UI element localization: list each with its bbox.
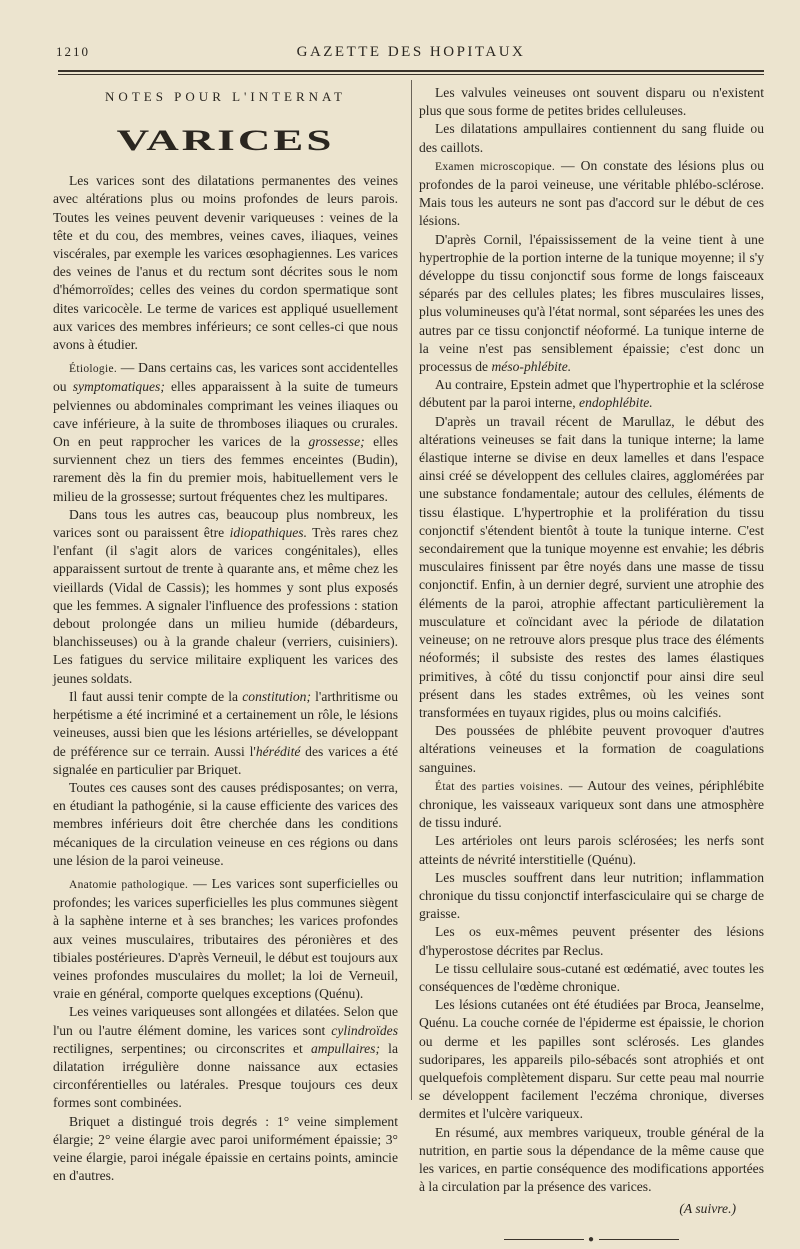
emphasis: ampullaires; [311,1040,380,1056]
left-column [53,84,398,1185]
muscles-paragraph: Les muscles souffrent dans leur nutrition; inflammation chronique du tissu conjonctif interfasciculaire qui se charge de graisse. [419,869,764,922]
page-number: 1210 [56,44,90,59]
text-run: elles apparaissent à la suite de tumeurs pelviennes ou abdominales comprimant les veines iliaques ou cave inférieure, à la suite de thromboses iliaques ou crurales. On en peut rapprocher les varices de la [53,379,399,450]
text-run: des varices a été signalée en particulier par Briquet. [53,743,398,777]
emphasis: méso-phlébite. [491,359,572,375]
text-run: Les veines variqueuses sont allongées et dilatées. Selon que l'un ou l'autre élément domine, les varices sont [53,1004,398,1038]
text-run: la dilatation irrégulière donne naissance aux ectasies circonférentielles ou latérales. Presque toujours ces deux formes sont combinées. [53,1040,398,1111]
ornament-line [599,1239,679,1240]
anatomie-heading: Anatomie pathologique. [69,878,189,891]
emphasis: constitution; [242,688,311,704]
text-run: Très rares chez l'enfant (il s'agit alors de varices congénitales), elles apparaissent surtout de trente à quarante ans, et même chez les vieillards (Vidal de Cassis); les hommes y sont plus exposés que les femmes. A signaler l'influence des professions : station debout prolongée dans un milieu humide (débardeurs, blanchisseuses) ou à la grande chaleur (verriers, cuisiniers). Les fatigues du service militaire expliquent les varices des jeunes soldats. [53,525,398,686]
end-ornament: ● [419,1231,764,1249]
right-column [419,84,764,1249]
text-run: l'arthritisme ou herpétisme a été incriminé et a certainement un rôle, le lésions veineuses, aussi bien que les lésions artérielles, se développant de préférence sur ce terrain. Aussi l' [53,688,398,759]
emphasis: cylindroïdes [331,1022,398,1038]
text-run: — Autour des veines, périphlébite chronique, les vaisseaux variqueux sont dans une atmosphère de tissu induré. [419,777,764,831]
section-title: NOTES POUR L'INTERNAT [105,89,346,104]
os-paragraph: Les os eux-mêmes peuvent présenter des lésions d'hyperostose décrites par Reclus. [419,924,764,958]
arterioles-paragraph: Les artérioles ont leurs parois sclérosées; les nerfs sont atteints de névrité interstitielle (Quénu). [419,833,764,867]
page-header [56,44,766,64]
marullaz-paragraph: D'après un travail récent de Marullaz, le début des altérations veineuses se fait dans la tunique interne; la lame élastique interne se divise en deux lamelles et dans l'espace ainsi créé se développent des cellules claires, agglomérées par une substance fondamentale; autour des cellules, éléments de tissu élastique. L'hypertrophie et la prolifération du tissu conjonctif s'étendent bientôt à toute la tunique interne. C'est secondairement que la tunique moyenne est envahie; les débris musculaires finissent par être noyés dans une masse de tissu conjonctif. Enfin, à un dernier degré, survient une atrophie des éléments de la paroi, atrophie affectant particulièrement la musculature et coïncidant avec la période de dilatation veineuse; on ne retrouve alors presque plus trace des éléments néoformés; il subsiste des restes des lames élastiques primitives, à côté du tissu conjonctif pour ainsi dire seul présent dans les stades extrêmes, où les veines sont transformées en tuyaux rigides, plus ou moins calcifiés. [419,413,764,720]
text-run: Dans tous les autres cas, beaucoup plus nombreux, les varices sont ou paraissent être [53,506,398,541]
text-run: — Les varices sont superficielles ou profondes; les varices superficielles les plus communes siègent à la saphène interne et à ses branches; les varices profondes aux veines musculaires, tributaires des péronières et des tibiales postérieures. D'après Verneuil, le début est toujours aux veines profondes musculaires du mollet; la loi de Verneuil, vraie en général, comporte quelques exceptions (Quénu). [53,875,398,1002]
dilatations-paragraph: Les dilatations ampullaires contiennent du sang fluide ou des caillots. [419,121,764,155]
microscopique-paragraph [419,157,764,231]
ornament-line [504,1239,584,1240]
text-run: Il faut aussi tenir compte de la [69,688,243,704]
text-run: elles surviennent chez un tiers des femmes enceintes (Budin), rarement dès la fin du premier mois, habituellement vers le milieu de la grossesse; surtout fréquentes chez les multipares. [53,434,398,504]
causes-paragraph: Toutes ces causes sont des causes prédisposantes; on verra, en étudiant la pathogénie, si la cause efficiente des varices des membres inférieurs doit être cherchée dans les conditions mécaniques de la circulation veineuse en ces régions ou dans une lésion de la paroi veineuse. [53,779,398,868]
briquet-paragraph: Briquet a distingué trois degrés : 1° veine simplement élargie; 2° veine élargie avec paroi uniformément épaissie; 3° veine élargie, paroi inégale épaissie en certains points, amincie en d'autres. [53,1113,398,1184]
text-run: D'après Cornil, l'épaississement de la veine tient à une hypertrophie de la portion interne de la tunique moyenne; il s'y développe du tissu conjonctif sous forme de longs faisceaux séparés par des cellules plates; les fibres musculaires lisses, plus volumineuses qu'à l'état normal, sont séparées les unes des autres par ce tissu conjonctif néoformé. La tunique interne de la veine n'est pas sensiblement épaissie; c'est donc un processus de [419,231,764,375]
text-run: — On constate des lésions plus ou profondes de la paroi veineuse, une véritable phlébo-sclérose. Mais tous les auteurs ne sont pas d'accord sur le début de ces lésions. [419,157,764,229]
anatomie-paragraph [53,875,398,1003]
idiopathic-paragraph [53,506,398,688]
text-run: — Dans certains cas, les varices sont accidentelles ou [53,360,398,395]
poussees-paragraph: Des poussées de phlébite peuvent provoquer d'autres altérations veineuses et la formation de coagulations sanguines. [419,723,764,775]
signoff-text: (A suivre.) [679,1201,736,1217]
emphasis: hérédité [255,743,301,759]
text-run: Au contraire, Epstein admet que l'hypertrophie et la sclérose débutent par la paroi interne, [419,377,764,411]
valvules-paragraph: Les valvules veineuses ont souvent disparu ou n'existent plus que sous forme de petites brides celluleuses. [419,85,764,119]
veines-paragraph [53,1003,398,1112]
intro-paragraph: Les varices sont des dilatations permanentes des veines avec altérations plus ou moins profondes de leurs parois. Toutes les veines peuvent devenir variqueuses : veines de la tête et du cou, des membres, veines caves, iliaques, veines viscérales, par exemple les varices œsophagiennes. Les varices des veines de l'anus et du rectum sont décrites sous le nom d'hémorroïdes; celles des veines du cordon spermatique sont dites varicocèle. Le terme de varices est appliqué usuellement aux varices des membres inférieurs; ce sont celles-ci que nous avons à étudier. [53,173,398,353]
text-run: rectilignes, serpentines; ou circonscrites et [53,1040,311,1056]
emphasis: endophlébite. [579,395,653,411]
emphasis: symptomatiques; [72,379,165,395]
column-separator [411,80,412,1100]
resume-paragraph: En résumé, aux membres variqueux, trouble général de la nutrition, en partie sous la dépendance de la même cause que les varices, en partie conséquence des modifications apportées à la circulation par la présence des varices. [419,1124,764,1195]
etiologie-paragraph [53,359,398,506]
epstein-paragraph [419,376,764,412]
to-be-continued [419,1200,764,1218]
microscopique-heading: Examen microscopique. [435,160,556,173]
journal-title: GAZETTE DES HOPITAUX [296,44,526,60]
emphasis: grossesse; [308,434,365,450]
header-rule-thin [58,74,764,75]
tissu-paragraph: Le tissu cellulaire sous-cutané est œdématié, avec toutes les conséquences de l'œdème chronique. [419,960,764,994]
cornil-paragraph [419,231,764,377]
etat-paragraph [419,777,764,833]
constitution-paragraph [53,688,398,779]
header-rule-thick [58,70,764,72]
etat-heading: État des parties voisines. [435,780,564,793]
article-title: VARICES [116,124,335,158]
emphasis: idiopathiques. [229,525,307,541]
cutanees-paragraph: Les lésions cutanées ont été étudiées par Broca, Jeanselme, Quénu. La couche cornée de l'épiderme est épaissie, le chorion ou derme et les papilles sont sclérosés. Les glandes sudoripares, les appareils pilo-sébacés sont atrophiés et ont quelquefois complètement disparu. Sur cette peau mal nourrie se développent facilement l'eczéma chronique, diverses dermites et l'ulcère variqueux. [419,997,764,1122]
etiologie-heading: Étiologie. [69,363,118,376]
